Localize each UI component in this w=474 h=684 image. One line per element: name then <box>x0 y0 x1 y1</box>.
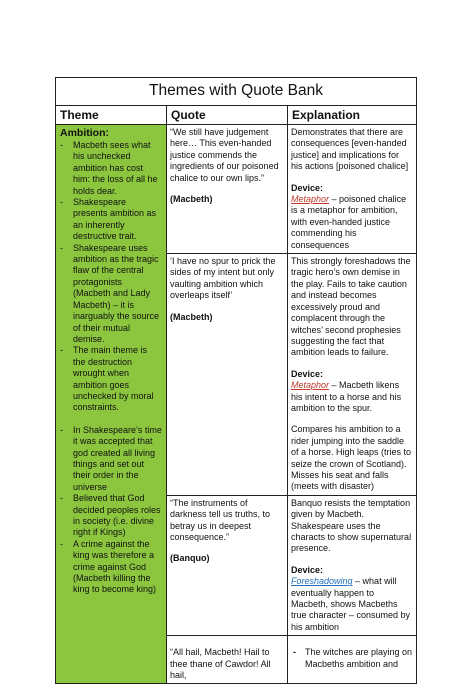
table-title: Themes with Quote Bank <box>56 78 417 106</box>
theme-cell <box>56 125 167 684</box>
theme-point: - In Shakespeare’s time it was accepted that god created all living things and set out their order in the universe <box>60 425 162 493</box>
device-description <box>291 194 413 251</box>
explanation-cell <box>288 125 417 254</box>
device-description <box>291 380 413 414</box>
theme-point: - Macbeth sees what his unchecked ambition has cost him: the loss of all he holds dear. <box>60 140 162 197</box>
device-description <box>291 576 413 633</box>
quote-speaker: (Banquo) <box>170 553 210 564</box>
device-text: – Macbeth likens his intent to a horse and his ambition to the spur. <box>291 380 402 413</box>
explanation-text: Banquo resists the temptation given by Macbeth. Shakespeare uses the characts to show supernatural presence. <box>291 497 412 554</box>
device-label: Device: <box>291 564 324 575</box>
quote-bank-table <box>55 77 417 684</box>
explanation-cell <box>288 495 417 635</box>
explanation-text: Demonstrates that there are consequences [even-handed justice] and implications for his actions [poisoned chalice] <box>291 127 409 172</box>
explanation-text: - The witches are playing on Macbeths ambition and <box>291 647 413 670</box>
quote-speaker: (Macbeth) <box>170 311 213 322</box>
theme-title: Ambition: <box>60 127 109 139</box>
theme-point: - A crime against the king was therefore a crime against God (Macbeth killing the king to become king) <box>60 539 162 596</box>
device-name-link[interactable]: Metaphor <box>291 380 330 391</box>
quote-speaker: (Macbeth) <box>170 194 213 205</box>
quote-text: ‘I have no spur to prick the sides of my intent but only vaulting ambition which overleaps itself’ <box>170 256 276 301</box>
quote-cell <box>167 125 288 254</box>
device-text: – poisoned chalice is a metaphor for ambition, with even-handed justice commending his consequences <box>291 194 407 250</box>
device-name-link[interactable]: Foreshadowing <box>291 576 353 587</box>
theme-point: - Shakespeare presents ambition as an inherently destructive trait. <box>60 197 162 243</box>
device-name-link[interactable]: Metaphor <box>291 194 330 205</box>
quote-cell <box>167 636 288 684</box>
device-label: Device: <box>291 182 324 193</box>
quote-text: “We still have judgement here… This even-handed justice commends the ingredients of our poisoned chalice to our own lips.” <box>170 127 279 183</box>
explanation-extra: Compares his ambition to a rider jumping into the saddle of a horse. High leaps (tries to seize the crown of Scotland). Misses his seat and falls (meets with disaster) <box>291 424 412 492</box>
quote-text: “All hail, Macbeth! Hail to thee thane of Cawdor! All hail, <box>170 647 271 681</box>
header-theme: Theme <box>56 106 167 125</box>
theme-points <box>60 140 162 596</box>
theme-point: - Believed that God decided peoples roles in society (i.e. divine right if Kings) <box>60 493 162 539</box>
header-quote: Quote <box>167 106 288 125</box>
quote-cell <box>167 254 288 496</box>
quote-text: “The instruments of darkness tell us truths, to betray us in deepest consequence.” <box>170 497 271 542</box>
device-text: – what will eventually happen to Macbeth, shows Macbeths true character – consumed by his ambition <box>291 576 411 632</box>
explanation-text: This strongly foreshadows the tragic hero’s own demise in the play. Fails to take caution and instead becomes excessively proud and complacent through the witches’ second prophesies suggesting the fact that ambition leads to failure. <box>291 256 411 358</box>
explanation-cell <box>288 254 417 496</box>
quote-cell <box>167 495 288 635</box>
header-explanation: Explanation <box>288 106 417 125</box>
device-label: Device: <box>291 368 324 379</box>
explanation-cell <box>288 636 417 684</box>
theme-point: - Shakespeare uses ambition as the tragic flaw of the central protagonists (Macbeth and Lady Macbeth) – it is inarguably the source of their mutual demise. <box>60 243 162 346</box>
theme-point: - The main theme is the destruction wrought when ambition goes unchecked by moral constraints. <box>60 345 162 413</box>
